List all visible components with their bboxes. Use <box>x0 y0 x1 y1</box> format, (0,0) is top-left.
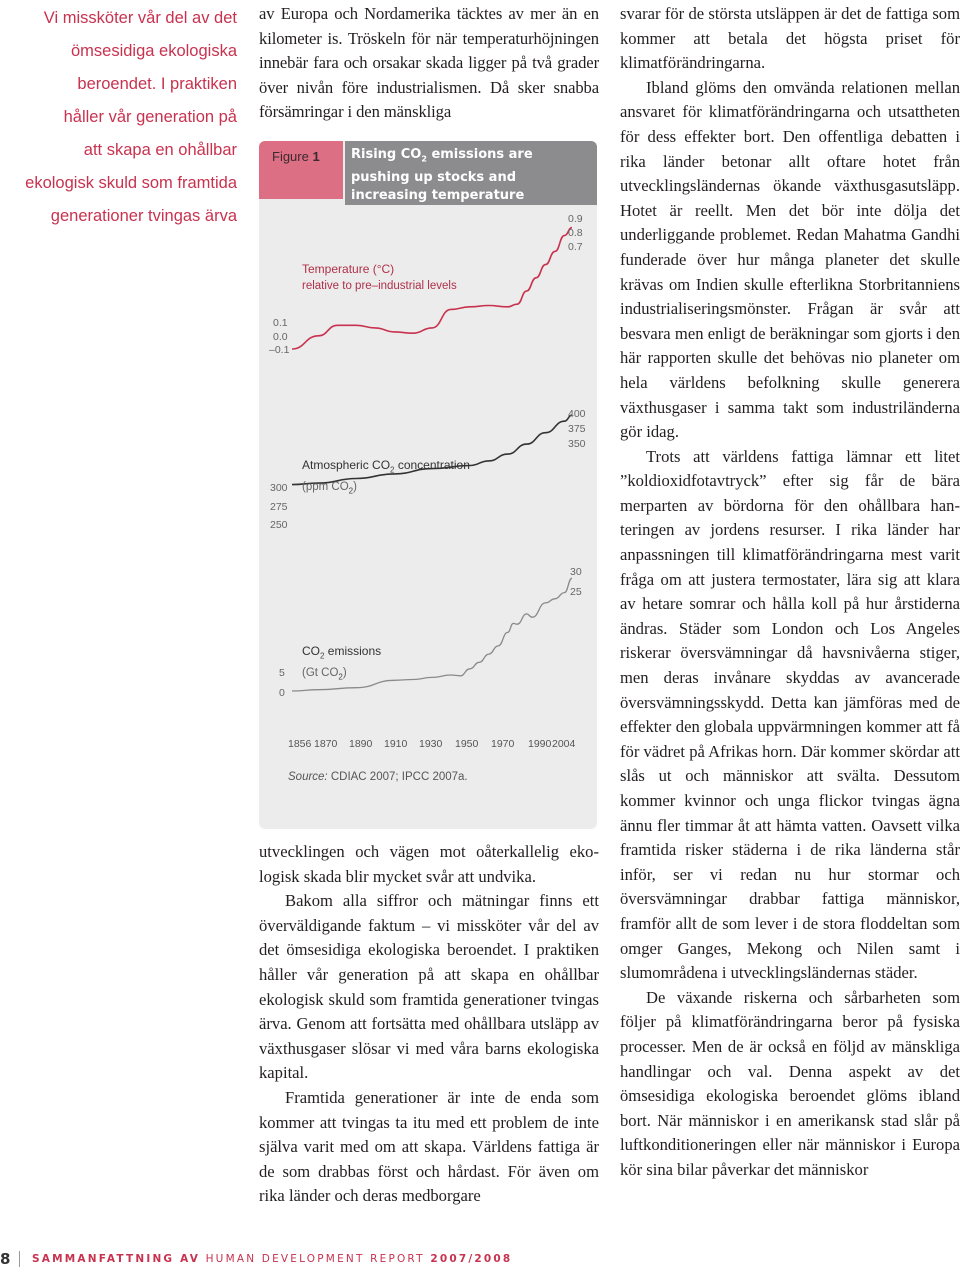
temperature-label <box>302 261 457 294</box>
temp-right-tick: 0.8 <box>568 227 583 239</box>
co2-conc-unit-sub: 2 <box>348 486 354 496</box>
x-axis-tick: 1930 <box>419 738 443 750</box>
co2-em-unit-sub: 2 <box>338 672 343 682</box>
footer-divider <box>19 1251 20 1267</box>
co2-em-unit-pre: (Gt CO <box>302 667 339 680</box>
co2-em-label-post: emissions <box>324 644 382 658</box>
co2-emissions-label <box>302 643 381 686</box>
co2-conc-left-tick: 300 <box>270 482 288 494</box>
co2-conc-left-tick: 275 <box>270 501 288 513</box>
temp-right-tick: 0.7 <box>568 241 583 253</box>
x-axis-tick: 2004 <box>552 738 576 750</box>
co2-conc-label-post: concentration <box>394 458 470 472</box>
body-paragraph: Trots att världens fattiga lämnar ett litet ”koldioxidfotavtryck” efter sig får de bära merparten av bördorna för den ohållbara hanteringen av jordens resurser. I rika länder har anpassningen till klimatförändringarna mest varit fråga om att justera termostater, lära sig att klara av hetare somrar och hålla koll på hur årstiderna ändras. Städer som London och Los Angeles riskerar översvämningar då havsnivåerna stiger, men deras invånare skyddas av avancerade översvämningsskydd. Detta kan jämföras med de effekter den globala uppvärmningen kommer att få för vädret på Afrikas horn. Där kommer skördar att slås ut och människor att svälta. Dessutom kommer kvinnor och unga flickor tvingas ägna ännu fler timmar åt att hämta vatten. Oavsett vilka framtida risker städerna i de rika länderna står inför, ser vi redan nu hur stormar och översvämningar drabbar fattiga människor, framför allt de som lever i de stora floddeltan som omger Ganges, Mekong och Nilen samt i slumområdena i utvecklingsländernas städer. <box>620 446 960 983</box>
co2-em-right-tick: 25 <box>570 586 582 598</box>
co2-concentration-label <box>302 457 470 500</box>
body-paragraph: Bakom alla siffror och mätningar finns ett överväldigande faktum – vi missköter vår del av det ömsesidiga ekologiska beroendet. I praktiken håller vår generation på att skapa en ohållbar ekologisk skuld som framtida generationer tvingas ärva. Genom att fortsätta med ohållbara utsläpp av växthusgaser slösar vi med våra barns ekologiska kapital. <box>259 891 599 1083</box>
pull-quote-line: Vi missköter vår del av det <box>43 9 237 27</box>
co2-em-label-sub: 2 <box>320 651 325 661</box>
temperature-label-sub: relative to pre–industrial levels <box>302 280 457 292</box>
figure-title-pre: Rising CO <box>351 147 422 162</box>
pull-quote-line: generationer tvingas ärva <box>50 207 237 225</box>
co2-conc-unit-pre: (ppm CO <box>302 481 349 494</box>
body-column-right <box>620 2 960 1183</box>
body-column-middle-top <box>259 2 599 125</box>
co2-conc-label-sub: 2 <box>390 465 395 475</box>
co2-conc-right-tick: 350 <box>568 438 586 450</box>
x-axis-tick: 1970 <box>491 738 515 750</box>
figure-title-sub: 2 <box>421 154 427 164</box>
co2-em-left-tick: 5 <box>279 667 285 679</box>
page-number: 8 <box>0 1250 11 1268</box>
temp-left-tick: –0.1 <box>269 344 290 356</box>
temperature-label-unit: (°C) <box>369 262 395 276</box>
footer-year: 2007/2008 <box>430 1253 513 1265</box>
page-footer <box>0 1250 600 1270</box>
co2-conc-unit-post: ) <box>353 481 357 494</box>
body-paragraph: De växande riskerna och sårbarheten som följer på klimatförändringarna beror på fysiska processer. Men de är också en följd av mänskliga handlingar och val. Denna aspekt av det ömsesidiga ekologiska beroendet glöms ibland bort. När människor i en amerikansk stad slår på luftkonditioneringen eller när människor i Europa kör sina bilar påverkar det människor <box>620 987 960 1179</box>
figure-1 <box>259 141 597 829</box>
figure-title-post: emissions are pushing up stocks and increasing temperature <box>351 147 533 203</box>
pull-quote-line: håller vår generation på <box>63 108 237 126</box>
body-paragraph: Ibland glöms den omvända relationen mellan ansvaret för klimatförändringarna och utsattheten för dess effekter bort. Den offentliga debatten i rika länder betonar allt oftare hotet från utvecklingsländernas ökande växthusgasutsläpp. Hotet är reellt. Men det bör inte dölja det underliggande problemet. Redan Mahatma Gandhi funderade över hur många planeter det skulle krävas om Indien skulle efterlikna Storbritanniens industrialiseringsmönster. Frågan är svår att besvara men enligt de beräkningar som gjorts i den här rapporten skulle det behövas nio planeter om hela världens befolkning skulle generera växthusgaser i samma takt som industriländerna gör idag. <box>620 77 960 442</box>
body-paragraph: utvecklingen och vägen mot oåterkallelig ekologisk skada blir mycket svår att undvika. <box>259 842 599 886</box>
figure-label-prefix: Figure <box>272 149 309 164</box>
body-column-middle-bottom <box>259 840 599 1209</box>
body-paragraph: svarar för de största utsläppen är det de fattiga som kommer att betala det högsta priset för klimatförändringarna. <box>620 4 960 73</box>
footer-report: HUMAN DEVELOPMENT REPORT <box>200 1253 431 1265</box>
temp-right-tick: 0.9 <box>568 213 583 225</box>
source-label: Source: <box>288 771 328 783</box>
pull-quote-line: beroendet. I praktiken <box>77 75 237 93</box>
body-paragraph: Framtida generationer är inte de enda som kommer att tvingas ta itu med ett problem de inte själva varit med om att skapa. Världens fattiga är de som drabbas först och hårdast. För även om rika länder och deras medborgare <box>259 1087 599 1206</box>
pull-quote-line: ömsesidiga ekologiska <box>70 42 237 60</box>
x-axis-tick: 1950 <box>455 738 479 750</box>
co2-conc-label-pre: Atmospheric CO <box>302 458 391 472</box>
x-axis-tick: 1856 <box>288 738 312 750</box>
co2-em-unit-post: ) <box>342 667 347 680</box>
x-axis-tick: 1890 <box>349 738 373 750</box>
x-axis-tick: 1910 <box>384 738 408 750</box>
pull-quote-line: att skapa en ohållbar <box>83 141 237 159</box>
temp-left-tick: 0.1 <box>273 317 288 329</box>
footer-title <box>32 1253 512 1265</box>
pull-quote <box>14 2 237 233</box>
co2-em-label-pre: CO <box>302 644 320 658</box>
source-text: CDIAC 2007; IPCC 2007a. <box>327 771 468 783</box>
temperature-label-main: Temperature <box>302 262 370 276</box>
body-paragraph: av Europa och Nordamerika täcktes av mer än en kilometer is. Tröskeln för när temperaturhöjningen innebär fara och orsakar skada ligger på två grader över nivån före industrialismen. Då sker snabba försämringar i den mänskliga <box>259 4 599 122</box>
co2-conc-left-tick: 250 <box>270 519 288 531</box>
temp-left-tick: 0.0 <box>273 331 288 343</box>
co2-conc-right-tick: 375 <box>568 423 586 435</box>
co2-conc-right-tick: 400 <box>568 408 586 420</box>
pull-quote-line: ekologisk skuld som framtida <box>25 174 237 192</box>
footer-prefix: SAMMANFATTNING AV <box>32 1253 201 1265</box>
co2-em-right-tick: 30 <box>570 566 582 578</box>
co2-em-left-tick: 0 <box>279 687 285 699</box>
figure-label-number: 1 <box>312 149 320 164</box>
x-axis-tick: 1870 <box>314 738 338 750</box>
figure-source <box>288 771 468 783</box>
x-axis-tick: 1990 <box>528 738 552 750</box>
